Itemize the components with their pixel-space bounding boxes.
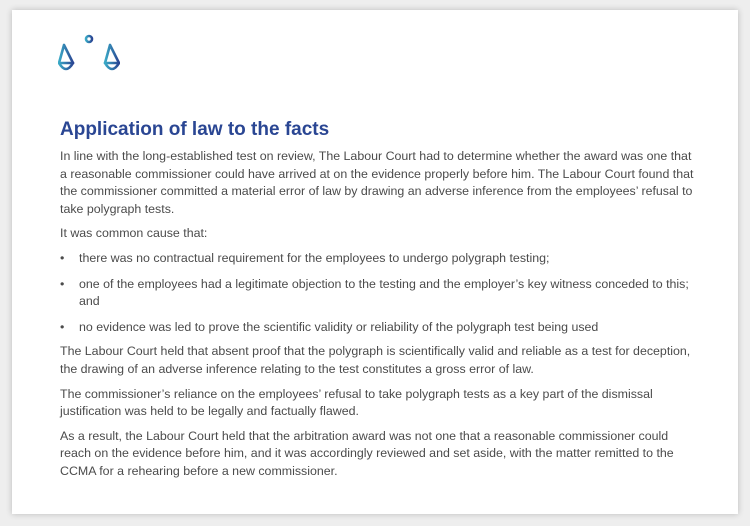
scales-of-justice-icon bbox=[58, 33, 120, 95]
bullet-list bbox=[60, 250, 700, 336]
paragraph-result: As a result, the Labour Court held that the arbitration award was not one that a reasonable commissioner could reach on the evidence before him, and it was accordingly reviewed and set aside, with the matter remitted to the CCMA for a rehearing before a new commissioner. bbox=[60, 428, 674, 478]
bullet-item: • there was no contractual requirement for the employees to undergo polygraph testing; bbox=[60, 250, 700, 268]
paragraph-holding: The Labour Court held that absent proof that the polygraph is scientifically valid and reliable as a test for deception, the drawing of an adverse inference relating to the test constitutes a gross error of law. bbox=[60, 344, 691, 376]
bullet-item: • one of the employees had a legitimate objection to the testing and the employer’s key witness conceded to this; and bbox=[60, 276, 700, 311]
paragraph-reliance: The commissioner’s reliance on the employees’ refusal to take polygraph tests as a key part of the dismissal justification was held to be legally and factually flawed. bbox=[60, 386, 653, 419]
paragraph-common-cause: It was common cause that: bbox=[60, 226, 208, 241]
document-card bbox=[12, 10, 738, 514]
paragraph-intro: In line with the long-established test on review, The Labour Court had to determine whether the award was one that a reasonable commissioner could have arrived at on the evidence properly before him. The Labour Court found that the commissioner committed a material error of law by drawing an adverse inference from the employees’ refusal to take polygraph tests. bbox=[60, 149, 694, 216]
document-body bbox=[60, 118, 700, 488]
section-heading: Application of law to the facts bbox=[60, 119, 330, 140]
bullet-item: • no evidence was led to prove the scientific validity or reliability of the polygraph test being used bbox=[60, 319, 700, 337]
